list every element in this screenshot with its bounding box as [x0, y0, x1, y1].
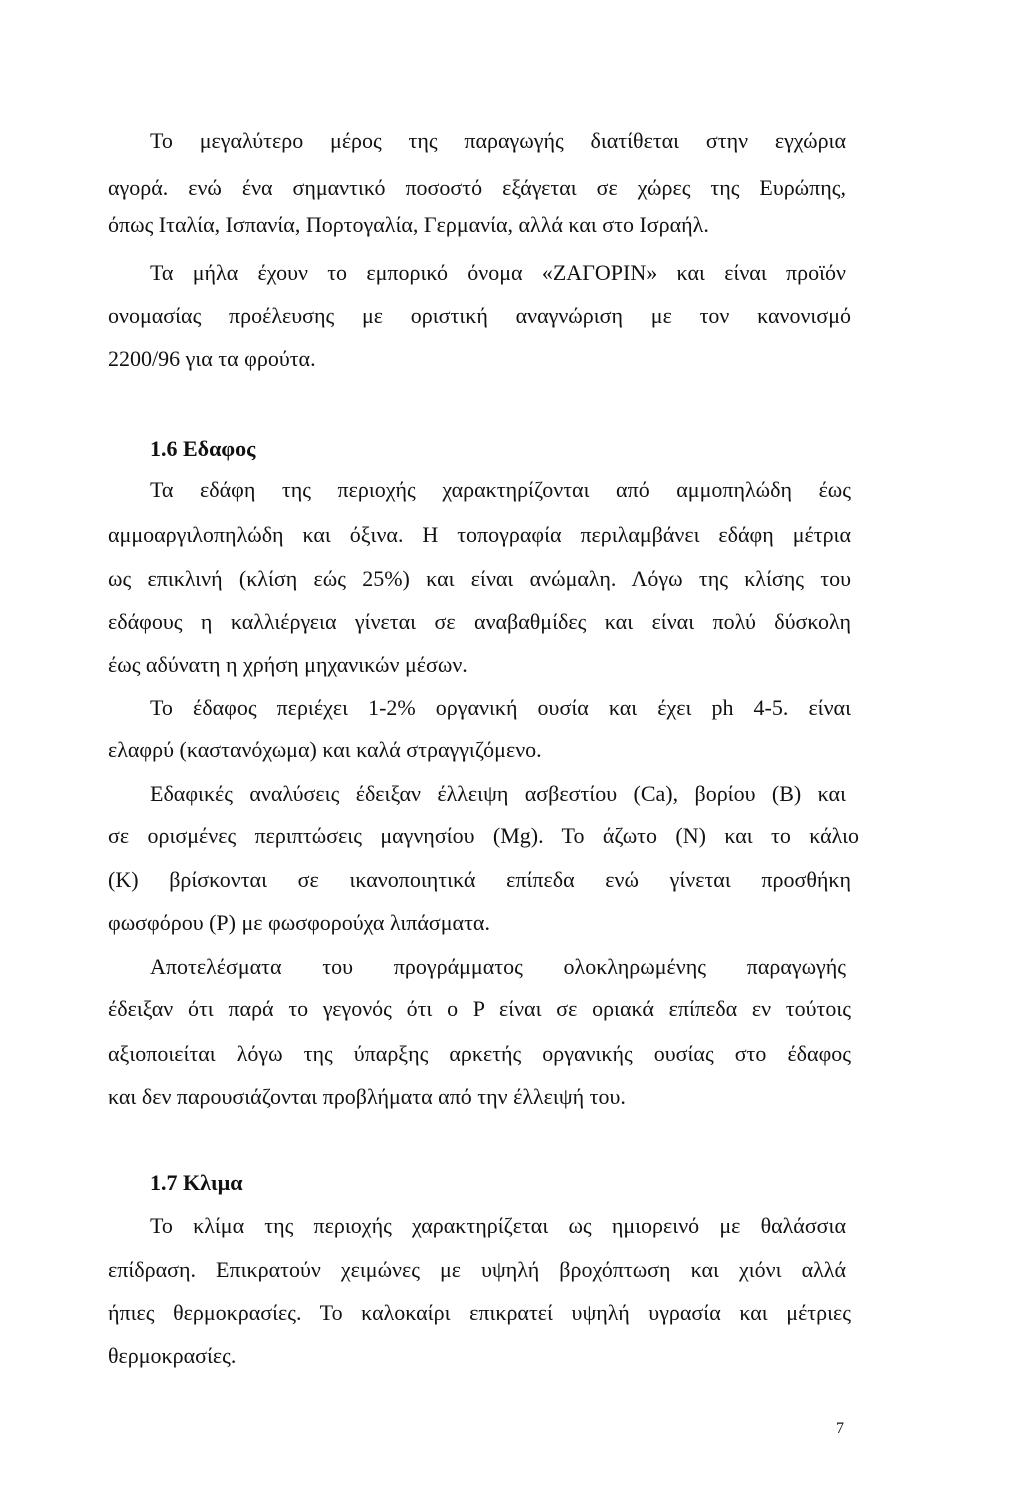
text-line: ονομασίας προέλευσης με οριστική αναγνώριση με τον κανονισμό [108, 303, 851, 328]
text-line: σε ορισμένες περιπτώσεις μαγνησίου (Mg). Το άζωτο (N) και το κάλιο [108, 823, 859, 848]
text-line: Το κλίμα της περιοχής χαρακτηρίζεται ως ημιορεινό με θαλάσσια [150, 1213, 846, 1238]
text-line: όπως Ιταλία, Ισπανία, Πορτογαλία, Γερμανία, αλλά και στο Ισραήλ. [108, 212, 709, 237]
text-line: αξιοποιείται λόγω της ύπαρξης αρκετής οργανικής ουσίας στο έδαφος [108, 1041, 851, 1066]
text-line: Εδαφικές αναλύσεις έδειξαν έλλειψη ασβεστίου (Ca), βορίου (Β) και [150, 781, 846, 806]
section-heading: 1.7 Κλιμα [150, 1170, 243, 1195]
page-number: 7 [836, 1420, 844, 1437]
text-line: (K) βρίσκονται σε ικανοποιητικά επίπεδα ενώ γίνεται προσθήκη [108, 867, 851, 892]
text-line: και δεν παρουσιάζονται προβλήματα από την έλλειψή του. [108, 1084, 626, 1109]
text-line: έδειξαν ότι παρά το γεγονός ότι ο P είναι σε οριακά επίπεδα εν τούτοις [108, 996, 851, 1021]
text-line: 2200/96 για τα φρούτα. [108, 346, 316, 371]
text-line: ελαφρύ (καστανόχωμα) και καλά στραγγιζόμενο. [108, 737, 542, 762]
text-line: αγορά. ενώ ένα σημαντικό ποσοστό εξάγεται σε χώρες της Ευρώπης, [108, 175, 846, 200]
text-line: Τα μήλα έχουν το εμπορικό όνομα «ΖΑΓΟΡΙΝ» και είναι προϊόν [150, 260, 846, 285]
text-line: Το μεγαλύτερο μέρος της παραγωγής διατίθεται στην εγχώρια [150, 128, 846, 153]
section-heading: 1.6 Εδαφος [150, 436, 256, 461]
text-line: θερμοκρασίες. [108, 1343, 237, 1368]
text-line: επίδραση. Επικρατούν χειμώνες με υψηλή βροχόπτωση και χιόνι αλλά [108, 1257, 846, 1282]
text-line: έως αδύνατη η χρήση μηχανικών μέσων. [108, 652, 468, 677]
text-line: Τα εδάφη της περιοχής χαρακτηρίζονται από αμμοπηλώδη έως [150, 477, 851, 502]
text-line: εδάφους η καλλιέργεια γίνεται σε αναβαθμίδες και είναι πολύ δύσκολη [108, 609, 851, 634]
text-line: Το έδαφος περιέχει 1-2% οργανική ουσία και έχει ph 4-5. είναι [150, 695, 851, 720]
text-line: ως επικλινή (κλίση εώς 25%) και είναι ανώμαλη. Λόγω της κλίσης του [108, 566, 851, 591]
text-line: φωσφόρου (P) με φωσφορούχα λιπάσματα. [108, 910, 490, 935]
text-line: αμμοαργιλοπηλώδη και όξινα. Η τοπογραφία περιλαμβάνει εδάφη μέτρια [108, 522, 851, 547]
text-line: Αποτελέσματα του προγράμματος ολοκληρωμένης παραγωγής [150, 954, 846, 979]
text-line: ήπιες θερμοκρασίες. Το καλοκαίρι επικρατεί υψηλή υγρασία και μέτριες [108, 1300, 851, 1325]
